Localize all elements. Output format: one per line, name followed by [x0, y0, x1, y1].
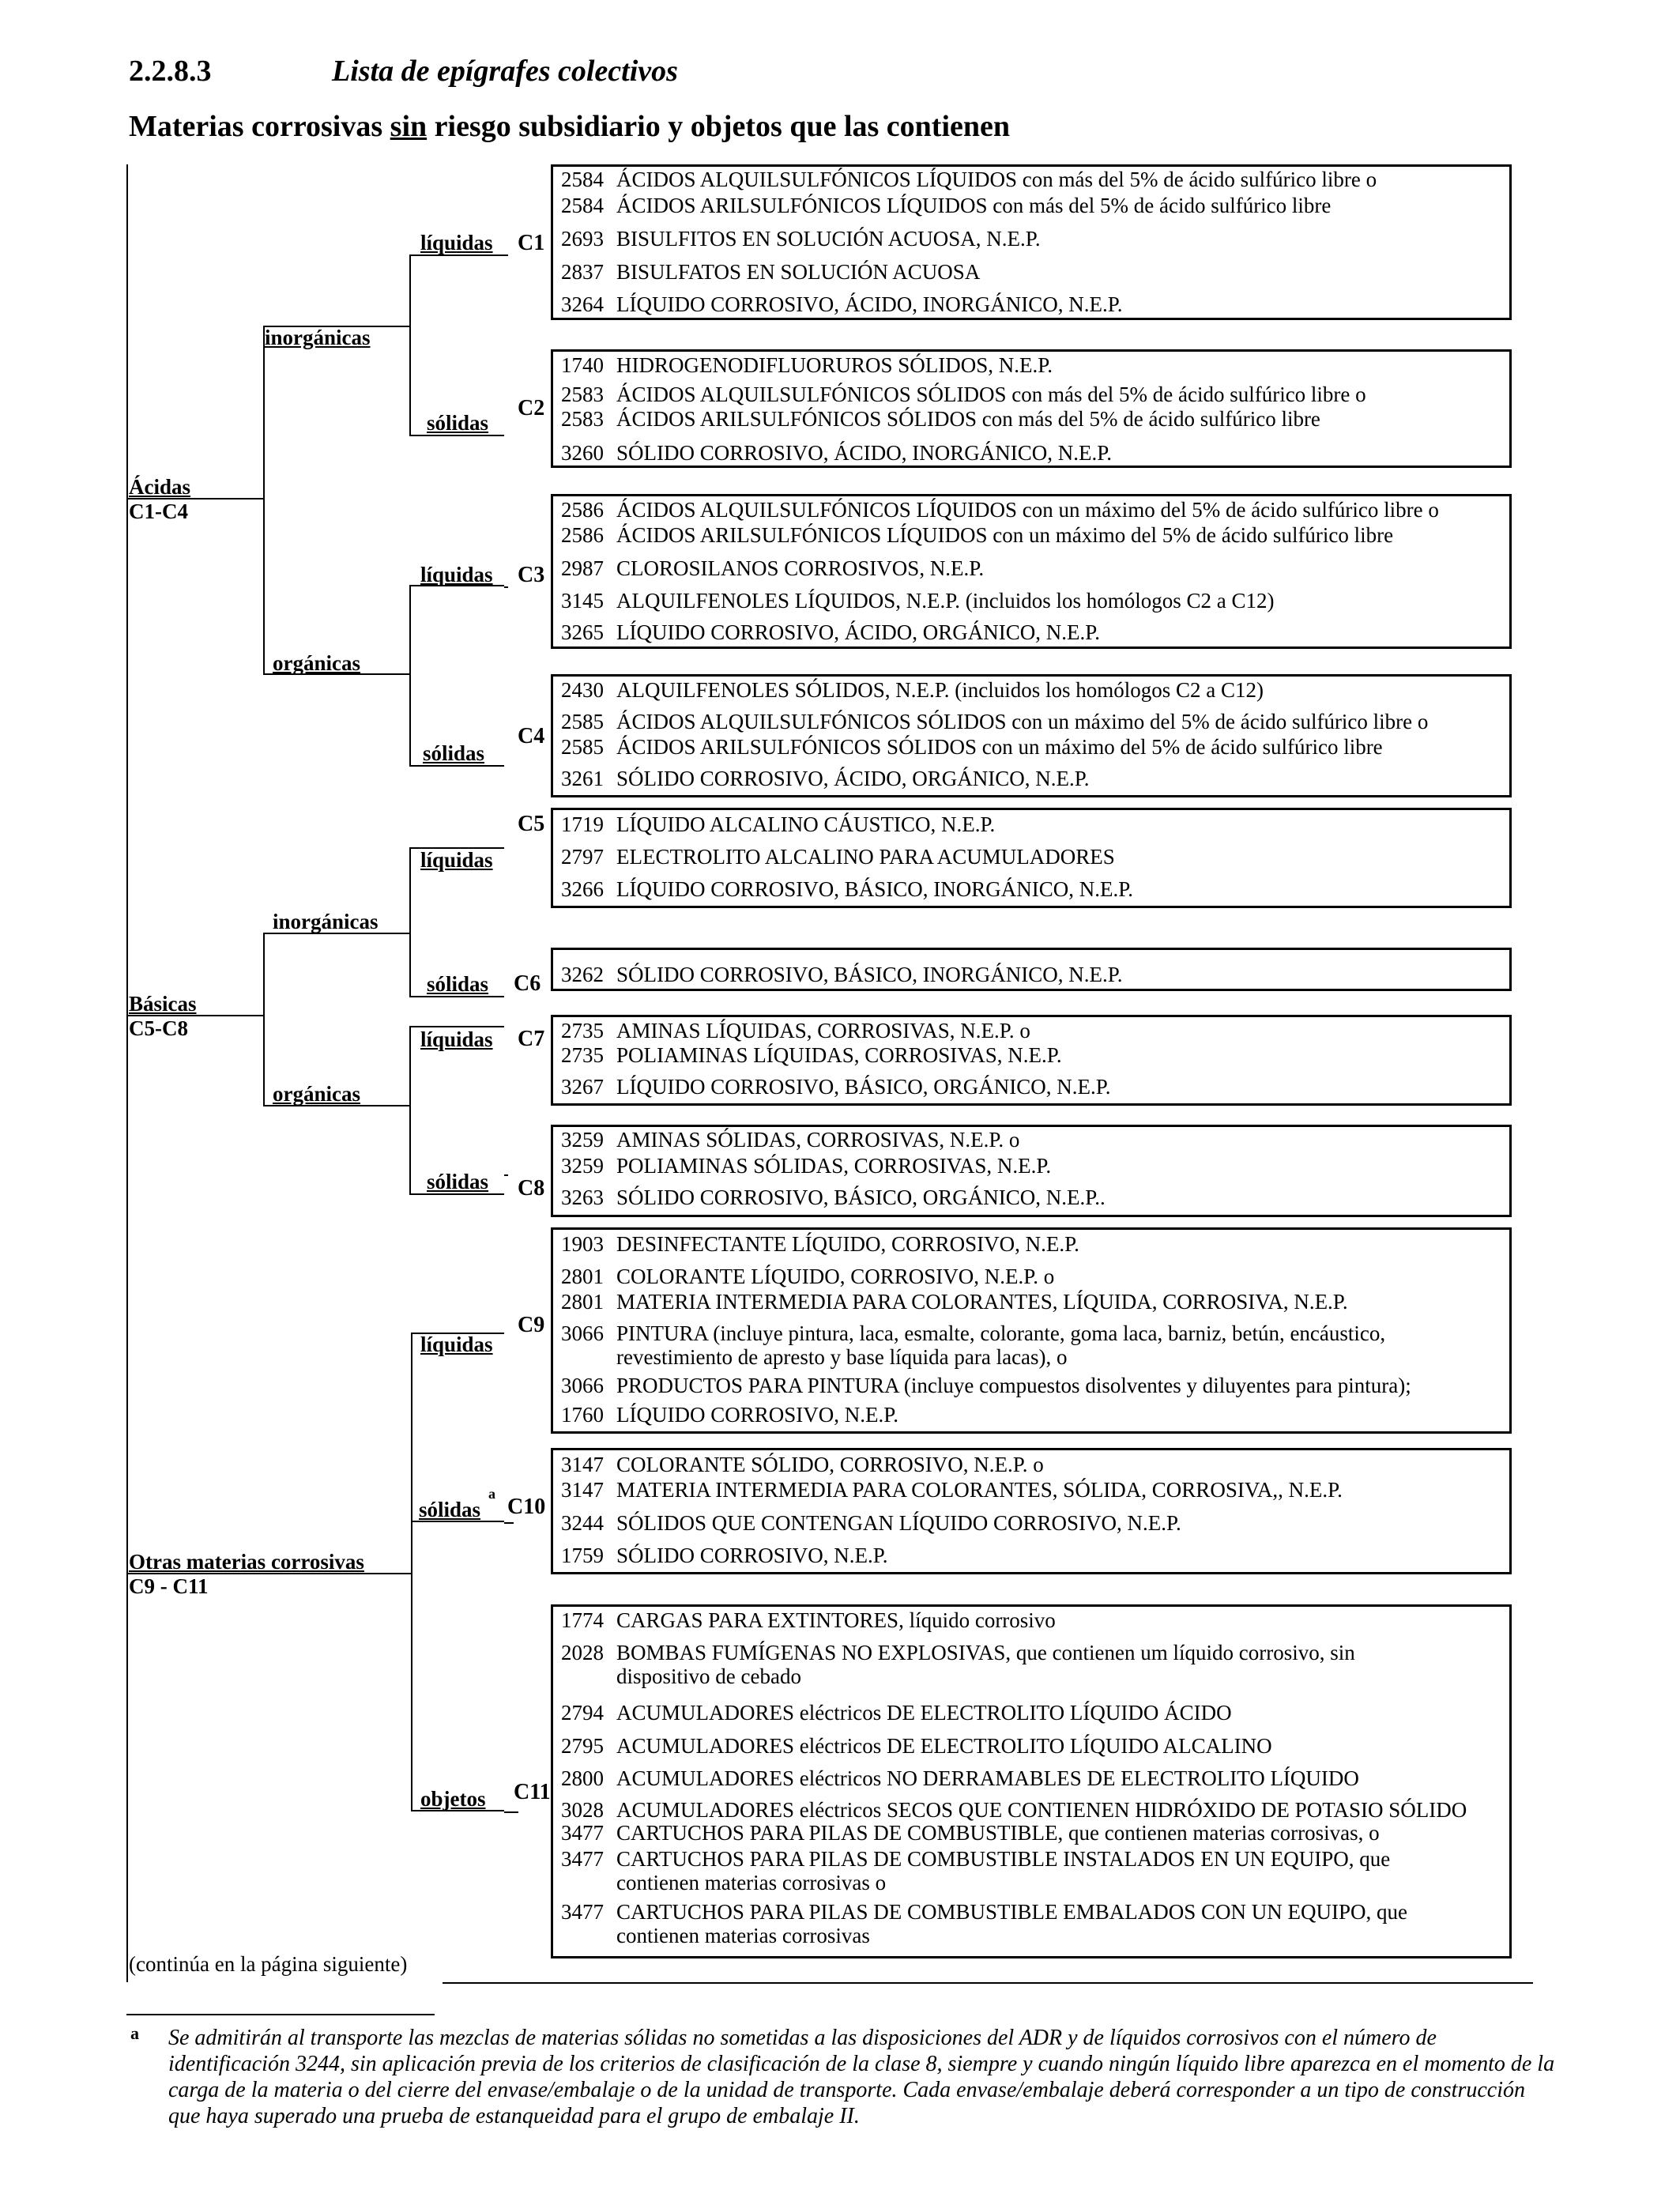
entry-c5-2: 2797 ELECTROLITO ALCALINO PARA ACUMULADORES	[561, 845, 1115, 869]
entry-c11-8: 3477 CARTUCHOS PARA PILAS DE COMBUSTIBLE INSTALADOS EN UN EQUIPO, que contienen materias corrosivas o	[561, 1847, 1391, 1894]
tree-line	[409, 847, 411, 996]
entry-c7-1: 2735 AMINAS LÍQUIDAS, CORROSIVAS, N.E.P. o	[561, 1019, 1030, 1042]
tree-line	[504, 1522, 514, 1524]
entry-c1-3: 2693 BISULFITOS EN SOLUCIÓN ACUOSA, N.E.P.	[561, 227, 1041, 251]
state-label-c4: sólidas	[423, 741, 485, 765]
tree-line	[263, 326, 265, 673]
state-label-c8: sólidas	[427, 1170, 489, 1193]
tree-line	[409, 1026, 411, 1193]
tree-line	[411, 1333, 412, 1811]
subtitle-part-1: Materias corrosivas	[129, 110, 390, 143]
entry-c6-1: 3262 SÓLIDO CORROSIVO, BÁSICO, INORGÁNICO, N.E.P.	[561, 963, 1123, 986]
group-label-otras: Otras materias corrosivas	[129, 1550, 364, 1574]
entry-c3-2: 2586 ÁCIDOS ARILSULFÓNICOS LÍQUIDOS con un máximo del 5% de ácido sulfúrico libre	[561, 523, 1394, 547]
state-label-c10: sólidas	[419, 1498, 481, 1521]
code-c1: C1	[518, 231, 545, 255]
code-c5: C5	[518, 812, 545, 836]
entry-c11-7: 3477 CARTUCHOS PARA PILAS DE COMBUSTIBLE, que contienen materias corrosivas, o	[561, 1821, 1380, 1845]
entry-c8-1: 3259 AMINAS SÓLIDAS, CORROSIVAS, N.E.P. o	[561, 1128, 1020, 1152]
tree-trunk-line	[126, 164, 128, 1982]
footnote-rule	[126, 2014, 435, 2015]
entry-c10-3: 3244 SÓLIDOS QUE CONTENGAN LÍQUIDO CORROSIVO, N.E.P.	[561, 1511, 1181, 1535]
code-c8: C8	[518, 1176, 545, 1201]
entry-c10-1: 3147 COLORANTE SÓLIDO, CORROSIVO, N.E.P. o	[561, 1453, 1044, 1476]
code-c3: C3	[518, 563, 545, 587]
tree-line	[504, 254, 508, 256]
entry-c11-2: 2028 BOMBAS FUMÍGENAS NO EXPLOSIVAS, que contienen um líquido corrosivo, sin dispositivo de cebado	[561, 1641, 1355, 1688]
entry-c9-2: 2801 COLORANTE LÍQUIDO, CORROSIVO, N.E.P. o	[561, 1265, 1055, 1288]
state-label-c5: líquidas	[420, 848, 493, 872]
tree-line	[409, 254, 504, 256]
code-c10: C10	[507, 1495, 546, 1519]
group-label-acidas: Ácidas	[129, 475, 191, 499]
entry-c3-3: 2987 CLOROSILANOS CORROSIVOS, N.E.P.	[561, 556, 985, 580]
section-title: Lista de epígrafes colectivos	[332, 55, 678, 88]
group-label-basicas: Básicas	[129, 992, 197, 1016]
code-c4: C4	[518, 724, 545, 748]
group-range-otras: C9 - C11	[129, 1574, 209, 1598]
section-number: 2.2.8.3	[129, 55, 212, 88]
tree-line	[504, 1174, 508, 1176]
group-range-basicas: C5-C8	[129, 1016, 188, 1040]
entry-c7-3: 3267 LÍQUIDO CORROSIVO, BÁSICO, ORGÁNICO, N.E.P.	[561, 1075, 1111, 1099]
page-subtitle	[129, 109, 1010, 144]
entry-c1-2: 2584 ÁCIDOS ARILSULFÓNICOS LÍQUIDOS con más del 5% de ácido sulfúrico libre	[561, 194, 1332, 217]
tree-bottom-rule	[443, 1982, 1533, 1984]
code-c6: C6	[514, 971, 541, 996]
entry-c10-4: 1759 SÓLIDO CORROSIVO, N.E.P.	[561, 1544, 888, 1567]
entry-c5-3: 3266 LÍQUIDO CORROSIVO, BÁSICO, INORGÁNICO, N.E.P.	[561, 877, 1134, 901]
entry-c11-1: 1774 CARGAS PARA EXTINTORES, líquido corrosivo	[561, 1608, 1056, 1632]
entry-c11-5: 2800 ACUMULADORES eléctricos NO DERRAMABLES DE ELECTROLITO LÍQUIDO	[561, 1766, 1359, 1790]
entry-c3-4: 3145 ALQUILFENOLES LÍQUIDOS, N.E.P. (incluidos los homólogos C2 a C12)	[561, 589, 1275, 613]
subgroup-basic-inorganic: inorgánicas	[273, 910, 379, 933]
tree-line	[409, 765, 504, 767]
entry-c1-5: 3264 LÍQUIDO CORROSIVO, ÁCIDO, INORGÁNICO, N.E.P.	[561, 292, 1123, 316]
tree-line	[409, 585, 411, 765]
entry-c2-2: 2583 ÁCIDOS ALQUILSULFÓNICOS SÓLIDOS con más del 5% de ácido sulfúrico libre o	[561, 383, 1366, 406]
code-c9: C9	[518, 1313, 545, 1337]
entry-c9-6: 1760 LÍQUIDO CORROSIVO, N.E.P.	[561, 1403, 899, 1427]
entry-c11-6: 3028 ACUMULADORES eléctricos SECOS QUE CONTIENEN HIDRÓXIDO DE POTASIO SÓLIDO	[561, 1798, 1467, 1822]
entry-c4-2: 2585 ÁCIDOS ALQUILSULFÓNICOS SÓLIDOS con un máximo del 5% de ácido sulfúrico libre o	[561, 710, 1429, 733]
state-label-c7: líquidas	[420, 1027, 493, 1051]
entry-c11-9: 3477 CARTUCHOS PARA PILAS DE COMBUSTIBLE EMBALADOS CON UN EQUIPO, que contienen materias corrosivas	[561, 1900, 1407, 1947]
tree-line	[504, 1811, 518, 1813]
code-c11: C11	[514, 1780, 551, 1804]
entry-c5-1: 1719 LÍQUIDO ALCALINO CÁUSTICO, N.E.P.	[561, 812, 996, 836]
footnote-text: Se admitirán al transporte las mezclas de materias sólidas no sometidas a las disposiciones del ADR y de líquidos corrosivos con el número de identificación 3244, sin aplicación previa de los criterios de clasificación de la clase 8, siempre y cuando ningún líquido libre aparezca en el momento de la carga de la materia o del cierre del envase/embalaje o de la unidad de transporte. Cada envase/embalaje deberá corresponder a un tipo de construcción que haya superado una prueba de estanqueidad para el grupo de embalaje II.	[168, 2026, 1555, 2128]
tree-line	[504, 586, 508, 588]
entry-c2-3: 2583 ÁCIDOS ARILSULFÓNICOS SÓLIDOS con más del 5% de ácido sulfúrico libre	[561, 407, 1320, 431]
entry-c8-2: 3259 POLIAMINAS SÓLIDAS, CORROSIVAS, N.E.P.	[561, 1154, 1052, 1178]
tree-line	[409, 254, 411, 435]
entry-c10-2: 3147 MATERIA INTERMEDIA PARA COLORANTES, SÓLIDA, CORROSIVA,, N.E.P.	[561, 1478, 1343, 1502]
entry-c4-4: 3261 SÓLIDO CORROSIVO, ÁCIDO, ORGÁNICO, N.E.P.	[561, 767, 1090, 790]
subgroup-acid-organic: orgánicas	[273, 651, 360, 675]
code-c7: C7	[518, 1027, 545, 1051]
entry-c2-4: 3260 SÓLIDO CORROSIVO, ÁCIDO, INORGÁNICO, N.E.P.	[561, 441, 1113, 465]
state-label-c9: líquidas	[420, 1333, 493, 1356]
entry-c3-1: 2586 ÁCIDOS ALQUILSULFÓNICOS LÍQUIDOS con un máximo del 5% de ácido sulfúrico libre o	[561, 498, 1439, 522]
tree-line	[409, 996, 504, 997]
entry-c1-1: 2584 ÁCIDOS ALQUILSULFÓNICOS LÍQUIDOS con más del 5% de ácido sulfúrico libre o	[561, 168, 1377, 191]
entry-c9-4: 3066 PINTURA (incluye pintura, laca, esmalte, colorante, goma laca, barniz, betún, encáustico, revestimiento de apresto y base líquida para lacas), o	[561, 1321, 1386, 1369]
tree-line	[409, 1193, 504, 1195]
tree-line	[263, 933, 265, 1105]
state-label-c1: líquidas	[420, 231, 493, 254]
subtitle-part-2: riesgo subsidiario y objetos que las contienen	[427, 110, 1011, 143]
entry-c9-3: 2801 MATERIA INTERMEDIA PARA COLORANTES, LÍQUIDA, CORROSIVA, N.E.P.	[561, 1290, 1348, 1314]
entry-c4-1: 2430 ALQUILFENOLES SÓLIDOS, N.E.P. (incluidos los homólogos C2 a C12)	[561, 678, 1264, 702]
group-range-acidas: C1-C4	[129, 499, 188, 523]
entry-c3-5: 3265 LÍQUIDO CORROSIVO, ÁCIDO, ORGÁNICO, N.E.P.	[561, 620, 1101, 644]
entry-c9-1: 1903 DESINFECTANTE LÍQUIDO, CORROSIVO, N.E.P.	[561, 1232, 1079, 1256]
entry-c7-2: 2735 POLIAMINAS LÍQUIDAS, CORROSIVAS, N.E.P.	[561, 1043, 1062, 1067]
subtitle-underlined-word: sin	[390, 110, 428, 143]
continuation-note: (continúa en la página siguiente)	[129, 1952, 408, 1976]
state-label-c6: sólidas	[427, 972, 489, 996]
entry-c11-3: 2794 ACUMULADORES eléctricos DE ELECTROLITO LÍQUIDO ÁCIDO	[561, 1701, 1232, 1725]
entry-c4-3: 2585 ÁCIDOS ARILSULFÓNICOS SÓLIDOS con un máximo del 5% de ácido sulfúrico libre	[561, 735, 1383, 759]
subgroup-basic-organic: orgánicas	[273, 1082, 360, 1106]
entry-c9-5: 3066 PRODUCTOS PARA PINTURA (incluye compuestos disolventes y diluyentes para pintura);	[561, 1374, 1411, 1397]
entry-c2-1: 1740 HIDROGENODIFLUORUROS SÓLIDOS, N.E.P.	[561, 353, 1053, 377]
entry-c8-3: 3263 SÓLIDO CORROSIVO, BÁSICO, ORGÁNICO, N.E.P..	[561, 1186, 1106, 1209]
entry-c1-4: 2837 BISULFATOS EN SOLUCIÓN ACUOSA	[561, 260, 981, 284]
state-label-c3: líquidas	[420, 563, 493, 586]
state-label-c11: objetos	[420, 1787, 486, 1811]
footnote-reference-a: a	[488, 1486, 495, 1502]
tree-line	[409, 435, 504, 436]
subgroup-acid-inorganic: inorgánicas	[265, 326, 371, 349]
state-label-c2: sólidas	[427, 411, 489, 435]
code-c2: C2	[518, 396, 545, 420]
entry-c11-4: 2795 ACUMULADORES eléctricos DE ELECTROLITO LÍQUIDO ALCALINO	[561, 1734, 1272, 1758]
footnote-marker: a	[130, 2023, 139, 2043]
